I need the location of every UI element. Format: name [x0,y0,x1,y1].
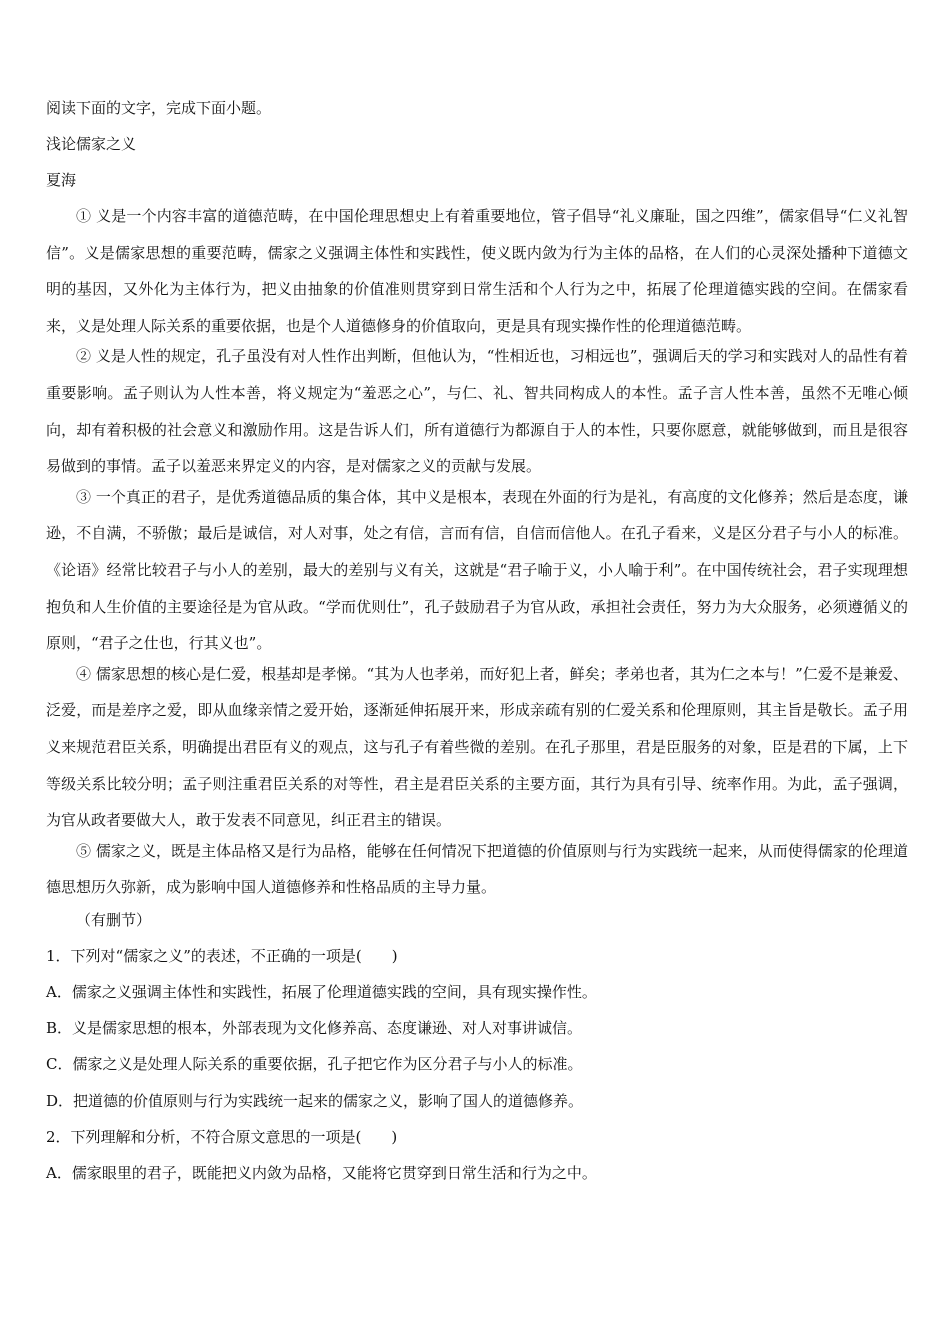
article-paragraph-4: ④ 儒家思想的核心是仁爱，根基却是孝悌。“其为人也孝弟，而好犯上者，鲜矣；孝弟也者，其为仁之本与！”仁爱不是兼爱、泛爱，而是差序之爱，即从血缘亲情之爱开始，逐渐延伸拓展开来，形成亲疏有别的仁爱关系和伦理原则，其主旨是敬长。孟子用义来规范君臣关系，明确提出君臣有义的观点，这与孔子有着些微的差别。在孔子那里，君是臣服务的对象，臣是君的下属，上下等级关系比较分明；孟子则注重君臣关系的对等性，君主是君臣关系的主要方面，其行为具有引导、统率作用。为此，孟子强调，为官从政者要做大人，敢于发表不同意见，纠正君主的错误。 [46,664,908,830]
article-paragraph-1: ① 义是一个内容丰富的道德范畴，在中国伦理思想史上有着重要地位，管子倡导“礼义廉耻，国之四维”，儒家倡导“仁义礼智信”。义是儒家思想的重要范畴，儒家之义强调主体性和实践性，使义既内敛为行为主体的品格，在人们的心灵深处播种下道德文明的基因，又外化为主体行为，把义由抽象的价值准则贯穿到日常生活和个人行为之中，拓展了伦理道德实践的空间。在儒家看来，义是处理人际关系的重要依据，也是个人道德修身的价值取向，更是具有现实操作性的伦理道德范畴。 [46,207,908,335]
question-2-stem: 2．下列理解和分析，不符合原文意思的一项是( ) [46,1127,398,1146]
question-1-stem: 1．下列对“儒家之义”的表述，不正确的一项是( ) [46,946,398,965]
article-author: 夏海 [46,171,77,189]
question-2-option-a: A．儒家眼里的君子，既能把义内敛为品格，又能将它贯穿到日常生活和行为之中。 [46,1164,597,1182]
question-1-option-b: B．义是儒家思想的根本，外部表现为文化修养高、态度谦逊、对人对事讲诚信。 [46,1019,583,1038]
question-1-option-c: C．儒家之义是处理人际关系的重要依据，孔子把它作为区分君子与小人的标准。 [46,1055,583,1074]
abridged-note: （有删节） [76,910,152,929]
article-paragraph-3: ③ 一个真正的君子，是优秀道德品质的集合体，其中义是根本，表现在外面的行为是礼，有高度的文化修养；然后是态度，谦逊，不自满，不骄傲；最后是诚信，对人对事，处之有信，言而有信，自信而信他人。在孔子看来，义是区分君子与小人的标准。《论语》经常比较君子与小人的差别，最大的差别与义有关，这就是“君子喻于义，小人喻于利”。在中国传统社会，君子实现理想抱负和人生价值的主要途径是为官从政。“学而优则仕”，孔子鼓励君子为官从政，承担社会责任，努力为大众服务，必须遵循义的原则，“君子之仕也，行其义也”。 [46,487,908,653]
document-page [46,96,908,1197]
article-paragraph-5: ⑤ 儒家之义，既是主体品格又是行为品格，能够在任何情况下把道德的价值原则与行为实践统一起来，从而使得儒家的伦理道德思想历久弥新，成为影响中国人道德修养和性格品质的主导力量。 [46,841,908,897]
reading-instruction: 阅读下面的文字，完成下面小题。 [46,99,272,117]
question-1-option-d: D．把道德的价值原则与行为实践统一起来的儒家之义，影响了国人的道德修养。 [46,1091,584,1110]
article-paragraph-2: ② 义是人性的规定，孔子虽没有对人性作出判断，但他认为，“性相近也，习相远也”，强调后天的学习和实践对人的品性有着重要影响。孟子则认为人性本善，将义规定为“羞恶之心”，与仁、礼、智共同构成人的本性。孟子言人性本善，虽然不无唯心倾向，却有着积极的社会意义和激励作用。这是告诉人们，所有道德行为都源自于人的本性，只要你愿意，就能够做到，而且是很容易做到的事情。孟子以羞恶来界定义的内容，是对儒家之义的贡献与发展。 [46,347,908,476]
question-1-option-a: A．儒家之义强调主体性和实践性，拓展了伦理道德实践的空间，具有现实操作性。 [46,983,597,1002]
article-title: 浅论儒家之义 [46,135,137,153]
